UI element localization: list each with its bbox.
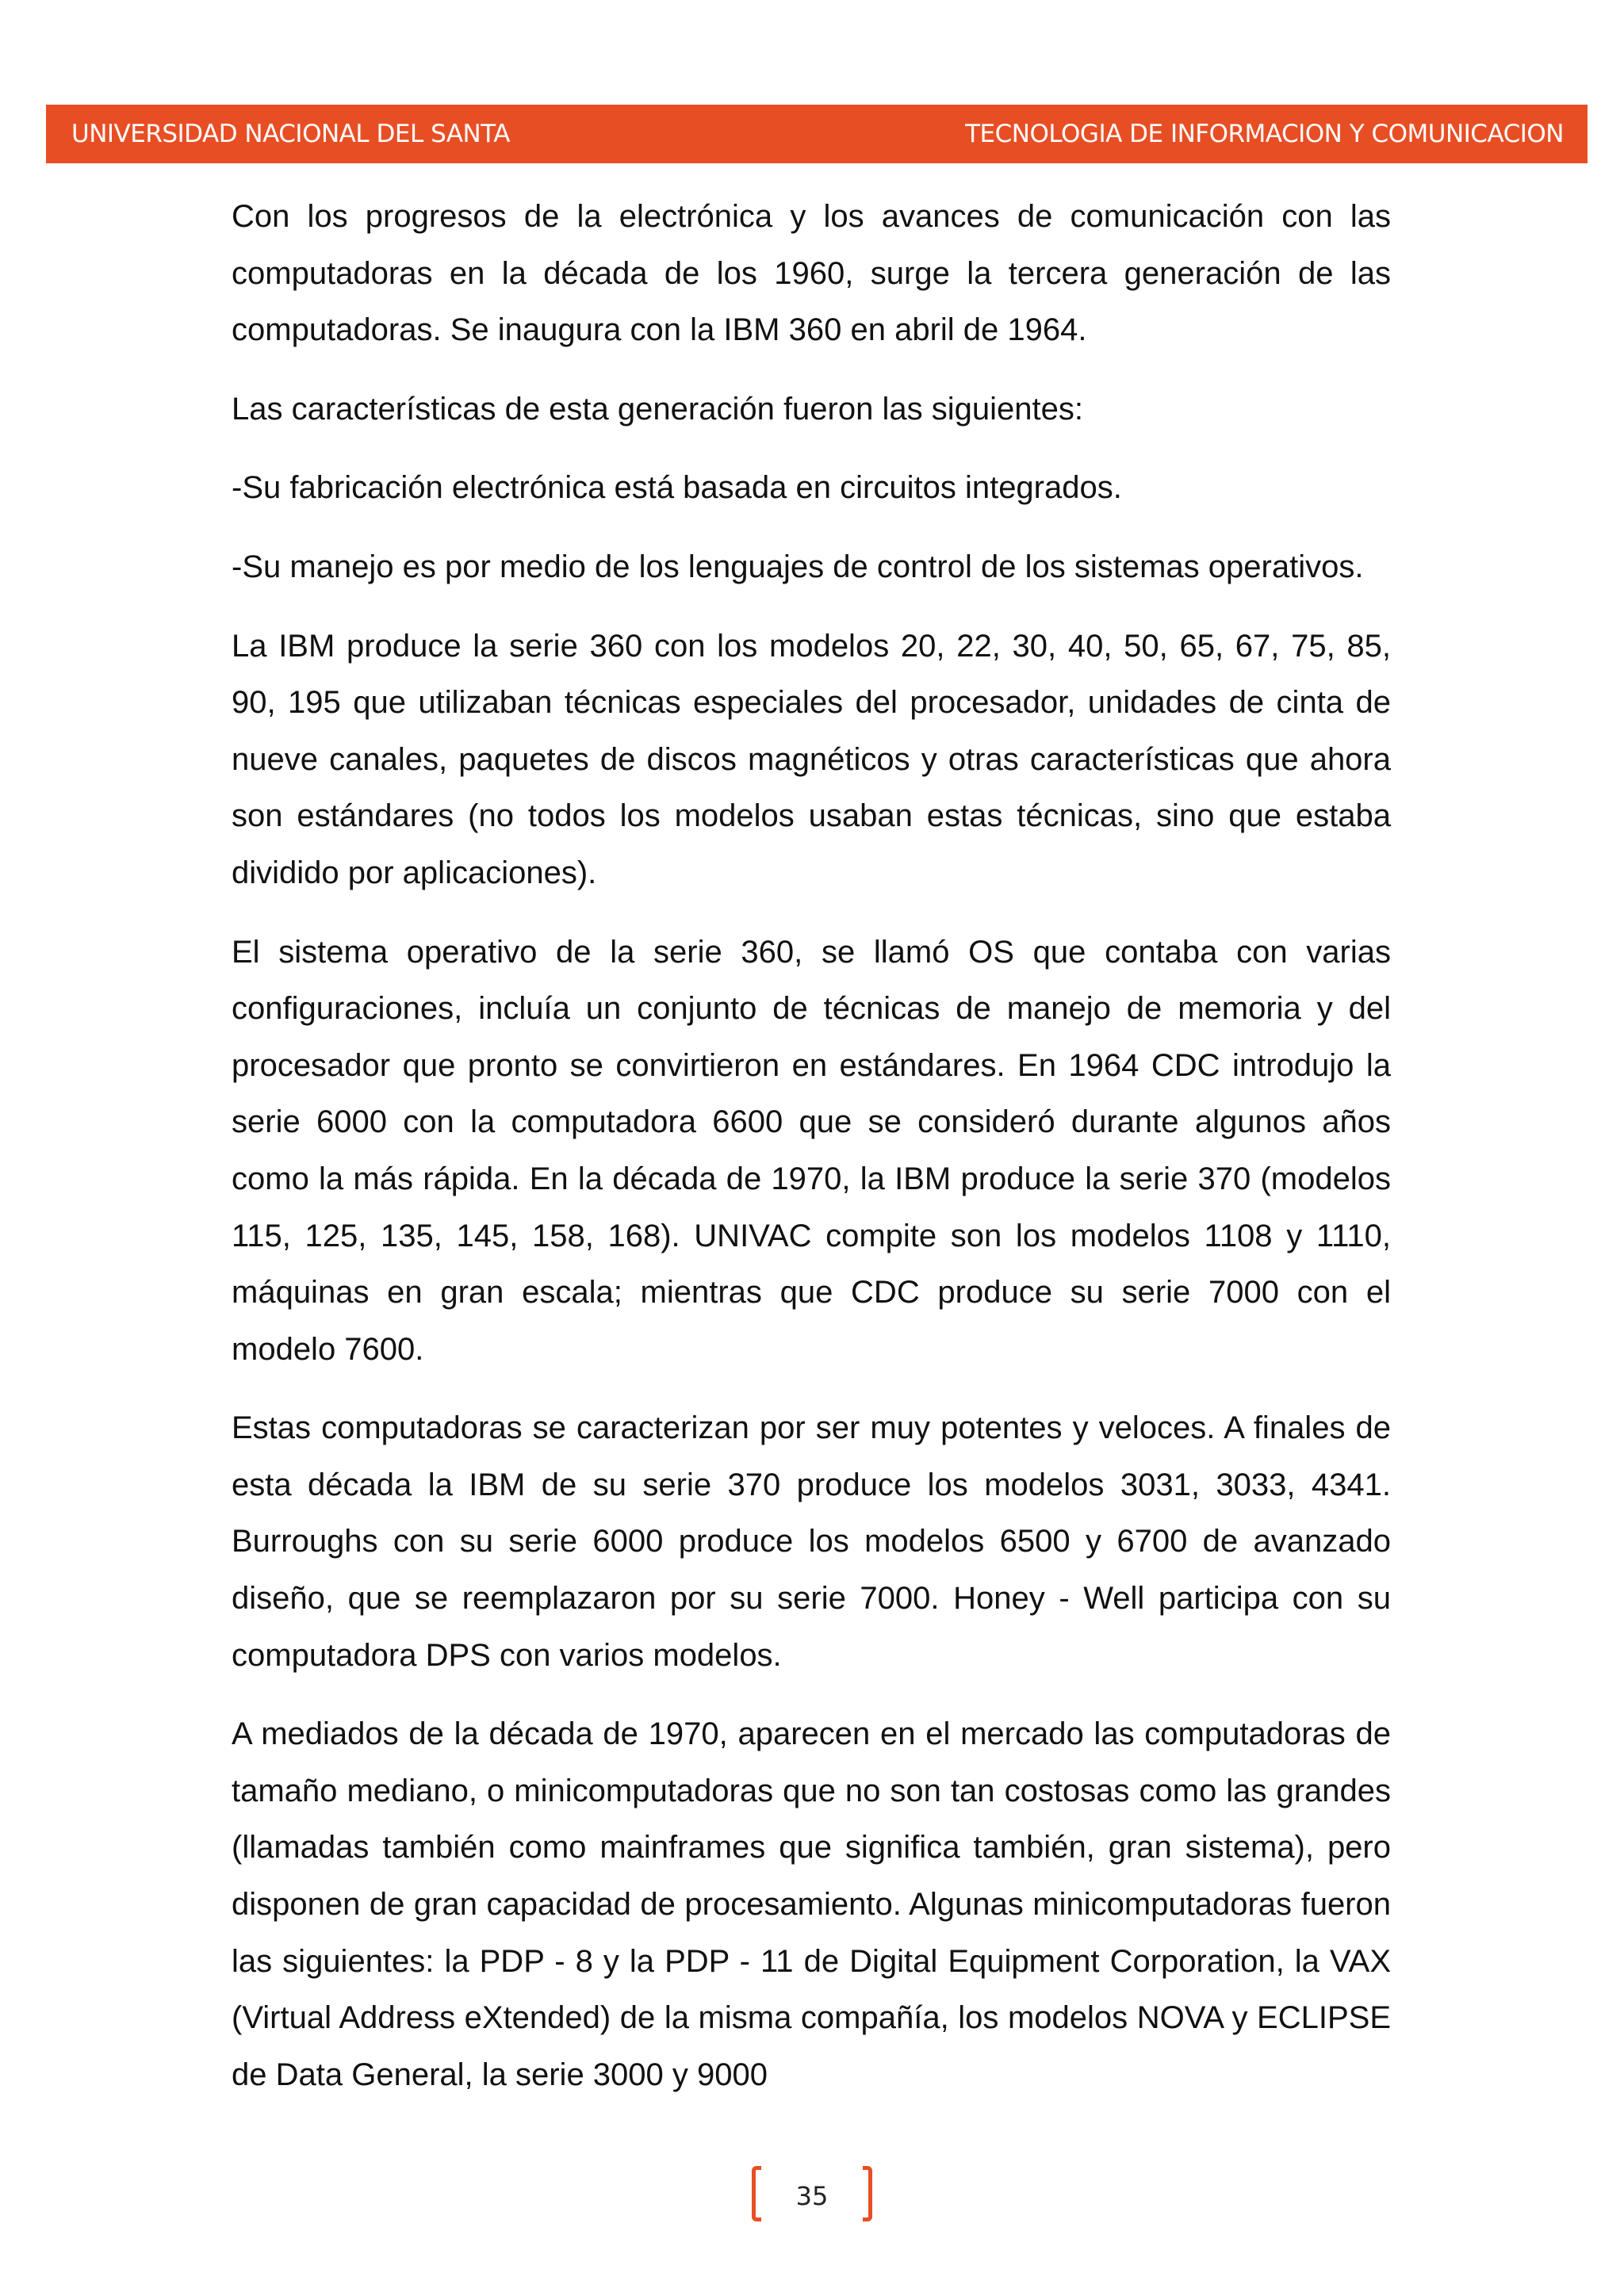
paragraph-5: La IBM produce la serie 360 con los modelos 20, 22, 30, 40, 50, 65, 67, 75, 85, 90, 195 que utilizaban técnicas especiales del procesador, unidades de cinta de nueve canales, paquetes de discos magnéticos y otras características que ahora son estándares (no todos los modelos usaban estas técnicas, sino que estaba dividido por aplicaciones). <box>232 628 1391 890</box>
page-header <box>46 105 1588 163</box>
paragraph-8: A mediados de la década de 1970, aparecen en el mercado las computadoras de tamaño mediano, o minicomputadoras que no son tan costosas como las grandes (llamadas también como mainframes que significa también, gran sistema), pero disponen de gran capacidad de procesamiento. Algunas minicomputadoras fueron las siguientes: la PDP - 8 y la PDP - 11 de Digital Equipment Corporation, la VAX (Virtual Address eXtended) de la misma compañía, los modelos NOVA y ECLIPSE de Data General, la serie 3000 y 9000 <box>232 1716 1391 2092</box>
paragraph-2: Las características de esta generación fueron las siguientes: <box>232 391 1083 427</box>
header-institution: UNIVERSIDAD NACIONAL DEL SANTA <box>71 120 510 148</box>
header-course-title: TECNOLOGIA DE INFORMACION Y COMUNICACION <box>965 120 1564 148</box>
page-number-value: 35 <box>795 2181 829 2211</box>
paragraph-6: El sistema operativo de la serie 360, se llamó OS que contaba con varias configuraciones, incluía un conjunto de técnicas de manejo de memoria y del procesador que pronto se convirtieron en estándares. En 1964 CDC introdujo la serie 6000 con la computadora 6600 que se consideró durante algunos años como la más rápida. En la década de 1970, la IBM produce la serie 370 (modelos 115, 125, 135, 145, 158, 168). UNIVAC compite son los modelos 1108 y 1110, máquinas en gran escala; mientras que CDC produce su serie 7000 con el modelo 7600. <box>232 934 1391 1367</box>
paragraph-3: -Su fabricación electrónica está basada en circuitos integrados. <box>232 470 1122 506</box>
page-number <box>749 2164 875 2228</box>
right-bracket-icon <box>863 2166 872 2221</box>
left-bracket-icon <box>752 2166 761 2221</box>
body-text <box>232 189 1391 2126</box>
paragraph-4: -Su manejo es por medio de los lenguajes de control de los sistemas operativos. <box>232 549 1364 584</box>
paragraph-7: Estas computadoras se caracterizan por ser muy potentes y veloces. A finales de esta década la IBM de su serie 370 produce los modelos 3031, 3033, 4341. Burroughs con su serie 6000 produce los modelos 6500 y 6700 de avanzado diseño, que se reemplazaron por su serie 7000. Honey - Well participa con su computadora DPS con varios modelos. <box>232 1410 1391 1673</box>
paragraph-1: Con los progresos de la electrónica y los avances de comunicación con las computadoras en la década de los 1960, surge la tercera generación de las computadoras. Se inaugura con la IBM 360 en abril de 1964. <box>232 199 1391 348</box>
